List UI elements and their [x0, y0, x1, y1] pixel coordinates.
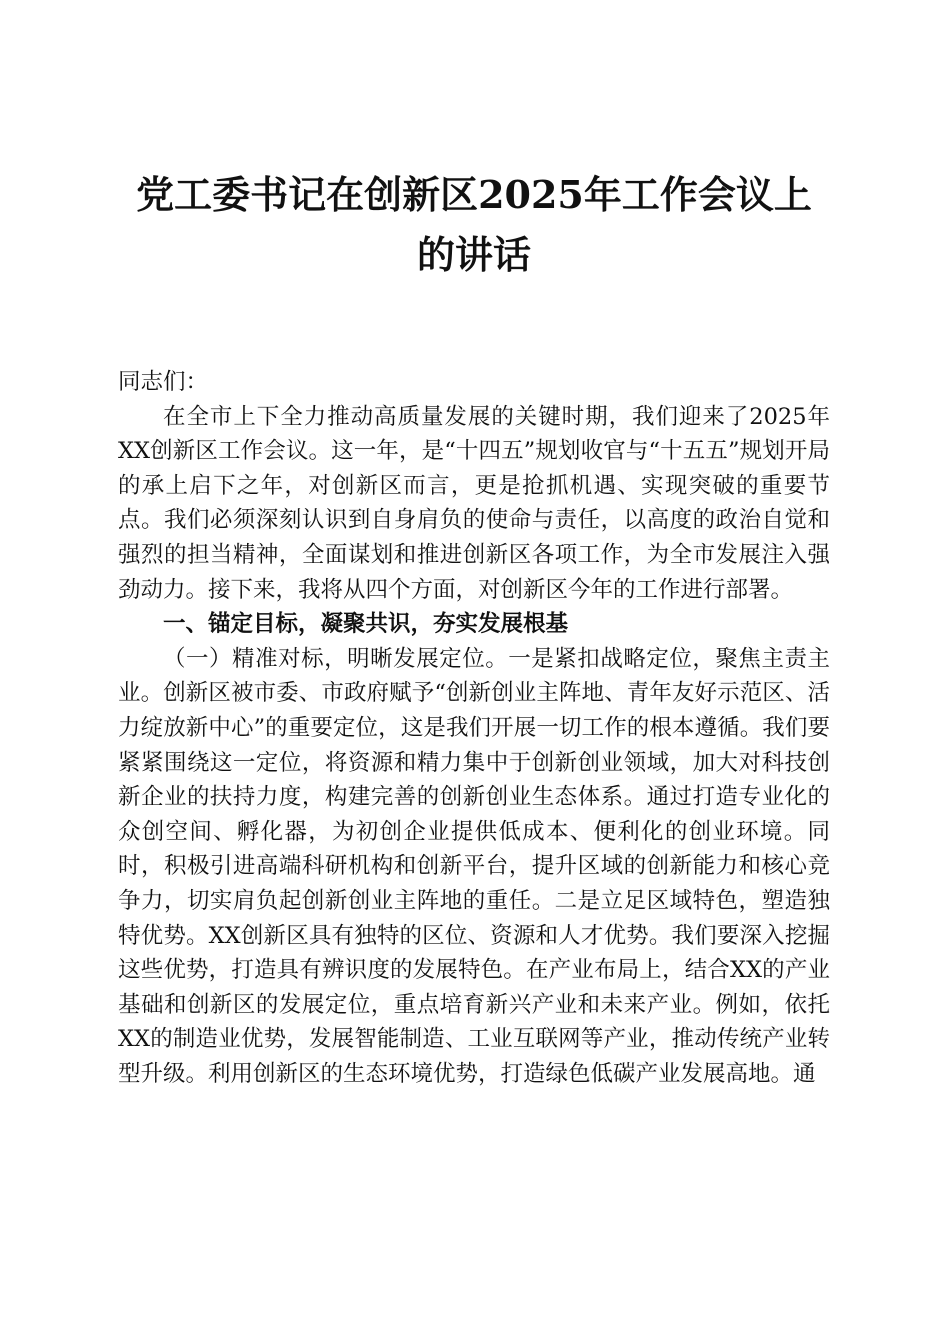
salutation: 同志们：: [118, 369, 209, 395]
document-page: [118, 165, 830, 1091]
document-title: 党工委书记在创新区2025年工作会议上的讲话: [136, 172, 812, 277]
intro-paragraph: 在全市上下全力推动高质量发展的关键时期，我们迎来了2025年XX创新区工作会议。这一年，是“十四五”规划收官与“十五五”规划开局的承上启下之年，对创新区而言，更是抢抓机遇、实现突破的重要节点。我们必须深刻认识到自身肩负的使命与责任，以高度的政治自觉和强烈的担当精神，全面谋划和推进创新区各项工作，为全市发展注入强劲动力。接下来，我将从四个方面，对创新区今年的工作进行部署。: [118, 403, 830, 603]
section-heading: 一、锚定目标，凝聚共识，夯实发展根基: [163, 611, 569, 638]
section-paragraph: （一）精准对标，明晰发展定位。一是紧扣战略定位，聚焦主责主业。创新区被市委、市政府赋予“创新创业主阵地、青年友好示范区、活力绽放新中心”的重要定位，这是我们开展一切工作的根本遵循。我们要紧紧围绕这一定位，将资源和精力集中于创新创业领域，加大对科技创新企业的扶持力度，构建完善的创新创业生态体系。通过打造专业化的众创空间、孵化器，为初创企业提供低成本、便利化的创业环境。同时，积极引进高端科研机构和创新平台，提升区域的创新能力和核心竞争力，切实肩负起创新创业主阵地的重任。二是立足区域特色，塑造独特优势。XX创新区具有独特的区位、资源和人才优势。我们要深入挖掘这些优势，打造具有辨识度的发展特色。在产业布局上，结合XX的产业基础和创新区的发展定位，重点培育新兴产业和未来产业。例如，依托XX的制造业优势，发展智能制造、工业互联网等产业，推动传统产业转型升级。利用创新区的生态环境优势，打造绿色低碳产业发展高地。通: [118, 645, 830, 1087]
